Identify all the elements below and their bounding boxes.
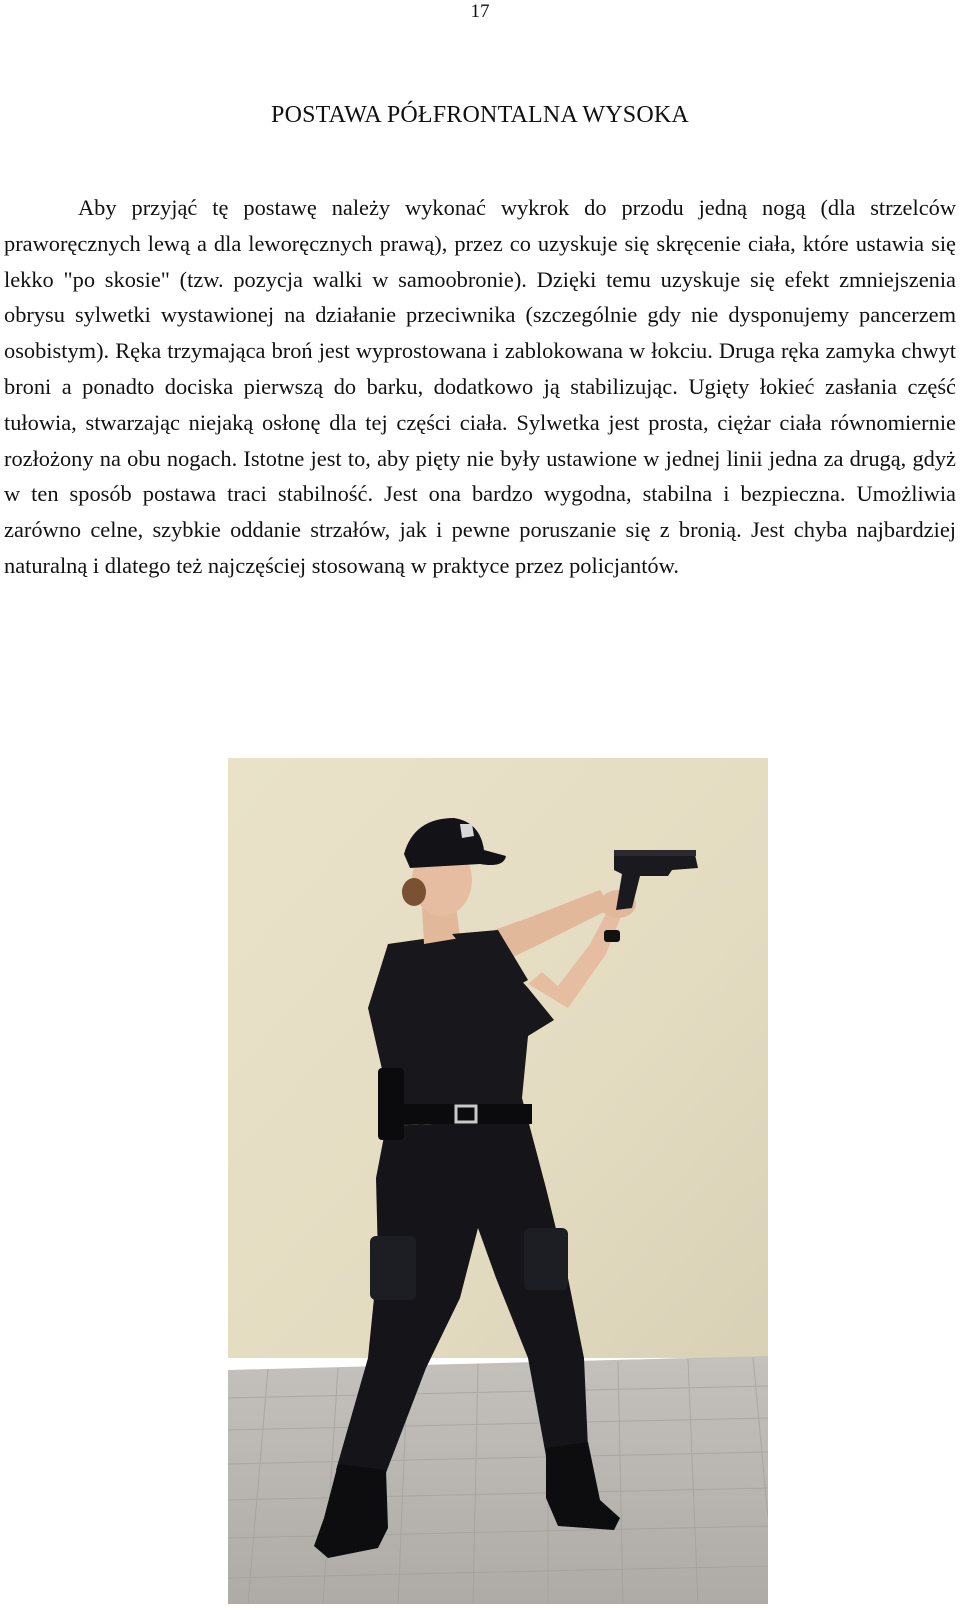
pavement [228, 1356, 768, 1604]
stance-photo [228, 758, 768, 1604]
page-title: POSTAWA PÓŁFRONTALNA WYSOKA [271, 102, 689, 128]
body-paragraph: Aby przyjąć tę postawę należy wykonać wykrok do przodu jedną nogą (dla strzelców praworęcznych lewą a dla leworęcznych prawą), przez co uzyskuje się skręcenie ciała, które ustawia się lekko "po skosie" (tzw. pozycja walki w samoobronie). Dzięki temu uzyskuje się efekt zmniejszenia obrysu sylwetki wystawionej na działanie przeciwnika (szczególnie gdy nie dysponujemy pancerzem osobistym). Ręka trzymająca broń jest wyprostowana i zablokowana w łokciu. Druga ręka zamyka chwyt broni a ponadto dociska pierwszą do barku, dodatkowo ją stabilizując. Ugięty łokieć zasłania część tułowia, stwarzając niejaką osłonę dla tej części ciała. Sylwetka jest prosta, ciężar ciała równomiernie rozłożony na obu nogach. Istotne jest to, aby pięty nie były ustawione w jednej linii jedna za drugą, gdyż w ten sposób postawa traci stabilność. Jest ona bardzo wygodna, stabilna i bezpieczna. Umożliwia zarówno celne, szybkie oddanie strzałów, jak i pewne poruszanie się z bronią. Jest chyba najbardziej naturalną i dlatego też najczęściej stosowaną w praktyce przez policjantów. [4, 195, 956, 578]
page-number: 17 [470, 1, 490, 22]
